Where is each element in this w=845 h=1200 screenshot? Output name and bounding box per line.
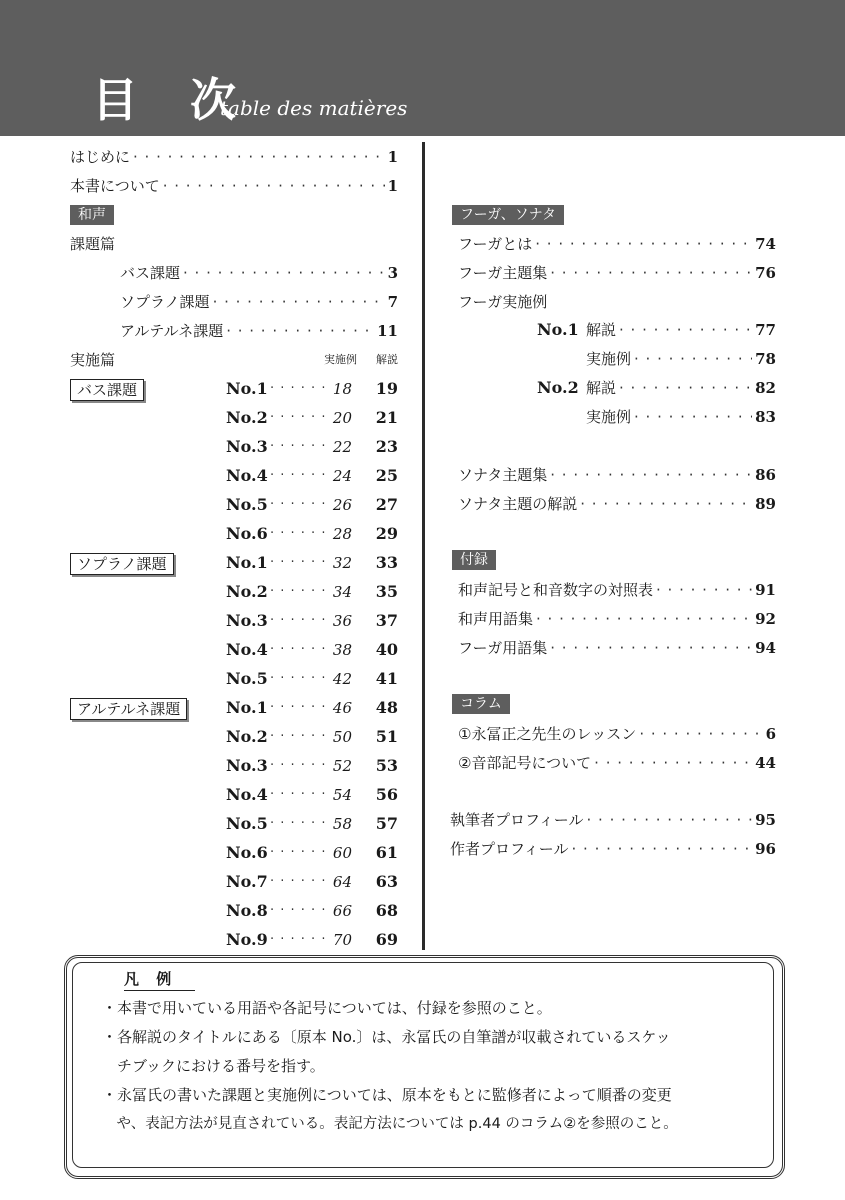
- toc-entry-label: 実施例: [586, 408, 632, 426]
- toc-entry-label: 解説: [586, 379, 617, 397]
- entry-number[interactable]: No.4: [226, 640, 268, 659]
- toc-entry-fugue1-commentary[interactable]: [586, 317, 776, 343]
- toc-entry-column-2[interactable]: [458, 750, 776, 776]
- example-page[interactable]: 54: [332, 786, 352, 804]
- toc-entry-label: フーガとは: [458, 235, 533, 253]
- leader-dots: · · · · · ·: [270, 497, 327, 512]
- column-divider: [422, 142, 425, 950]
- example-page[interactable]: 42: [332, 670, 352, 688]
- toc-entry-page: 94: [755, 639, 776, 657]
- leader-dots: · · · · · ·: [270, 787, 327, 802]
- entry-number[interactable]: No.2: [226, 408, 268, 427]
- toc-entry-page: 77: [755, 321, 776, 339]
- leader-dots: [550, 635, 752, 661]
- leader-dots: [213, 289, 385, 315]
- example-page[interactable]: 58: [332, 815, 352, 833]
- leader-dots: [580, 491, 752, 517]
- leader-dots: [536, 606, 752, 632]
- leader-dots: [133, 144, 385, 170]
- notes-line-5: や、表記方法が見直されている。表記方法については p.44 のコラム②を参照のこと。: [102, 1116, 678, 1132]
- toc-entry-page: 91: [755, 581, 776, 599]
- leader-dots: [594, 750, 752, 776]
- toc-entry-label: アルテルネ課題: [120, 322, 224, 340]
- commentary-page[interactable]: 27: [375, 495, 398, 514]
- toc-entry-page: 86: [755, 466, 776, 484]
- entry-number[interactable]: No.4: [226, 785, 268, 804]
- toc-entry-label: ソナタ主題集: [458, 466, 548, 484]
- entry-number[interactable]: No.7: [226, 872, 268, 891]
- fugue-no1-label: No.1: [537, 320, 579, 339]
- commentary-page[interactable]: 51: [375, 727, 398, 746]
- leader-dots: · · · · · ·: [270, 642, 327, 657]
- toc-entry-label: バス課題: [120, 264, 181, 282]
- toc-entry-label: 解説: [586, 321, 617, 339]
- entry-number[interactable]: No.6: [226, 524, 268, 543]
- leader-dots: [550, 260, 752, 286]
- toc-entry-page: 74: [755, 235, 776, 253]
- leader-dots: · · · · · ·: [270, 874, 327, 889]
- example-page[interactable]: 70: [332, 931, 352, 949]
- leader-dots: · · · · · ·: [270, 729, 327, 744]
- commentary-page[interactable]: 57: [375, 814, 398, 833]
- leader-dots: · · · · · ·: [270, 439, 327, 454]
- page-subtitle: table des matières: [220, 96, 408, 120]
- example-page[interactable]: 20: [332, 409, 352, 427]
- leader-dots: · · · · · ·: [270, 700, 327, 715]
- commentary-page[interactable]: 35: [375, 582, 398, 601]
- entry-number[interactable]: No.6: [226, 843, 268, 862]
- leader-dots: · · · · · ·: [270, 468, 327, 483]
- toc-entry-soprano-kadai[interactable]: [120, 289, 398, 315]
- toc-entry-page: 11: [377, 322, 398, 340]
- leader-dots: · · · · · ·: [270, 758, 327, 773]
- commentary-page[interactable]: 19: [375, 379, 398, 398]
- toc-entry-page: 3: [387, 264, 398, 282]
- toc-entry-label: ①永冨正之先生のレッスン: [458, 725, 637, 743]
- notes-line-3: チブックにおける番号を指す。: [102, 1057, 325, 1075]
- example-page[interactable]: 24: [332, 467, 352, 485]
- leader-dots: · · · · · ·: [270, 555, 327, 570]
- toc-entry-label: フーガ用語集: [458, 639, 548, 657]
- toc-entry-page: 82: [755, 379, 776, 397]
- commentary-page[interactable]: 41: [375, 669, 398, 688]
- toc-entry-sonata-commentary[interactable]: [458, 491, 776, 517]
- leader-dots: [572, 836, 753, 862]
- example-page[interactable]: 46: [332, 699, 352, 717]
- toc-entry-label: ②音部記号について: [458, 754, 592, 772]
- example-page[interactable]: 32: [332, 554, 352, 572]
- entry-number[interactable]: No.5: [226, 669, 268, 688]
- group-bass-label: バス課題: [70, 379, 144, 401]
- entry-number[interactable]: No.2: [226, 727, 268, 746]
- section-badge-appendix: 付録: [452, 550, 496, 570]
- toc-entry-fugue1-example[interactable]: [586, 346, 776, 372]
- toc-entry-composer-profile[interactable]: [450, 836, 776, 862]
- leader-dots: · · · · · ·: [270, 526, 327, 541]
- leader-dots: [183, 260, 385, 286]
- example-page[interactable]: 60: [332, 844, 352, 862]
- commentary-page[interactable]: 25: [375, 466, 398, 485]
- leader-dots: · · · · · ·: [270, 932, 327, 947]
- toc-entry-appendix-3[interactable]: [458, 635, 776, 661]
- toc-entry-fugue-themes[interactable]: [458, 260, 776, 286]
- entry-number[interactable]: No.5: [226, 814, 268, 833]
- example-page[interactable]: 22: [332, 438, 352, 456]
- toc-entry-page: 96: [755, 840, 776, 858]
- commentary-page[interactable]: 61: [375, 843, 398, 862]
- group-alterne-label: アルテルネ課題: [70, 698, 187, 720]
- commentary-page[interactable]: 40: [375, 640, 398, 659]
- toc-entry-label: ソナタ主題の解説: [458, 495, 578, 513]
- leader-dots: [587, 807, 753, 833]
- entry-number[interactable]: No.2: [226, 582, 268, 601]
- toc-entry-fugue-what[interactable]: [458, 231, 776, 257]
- leader-dots: · · · · · ·: [270, 816, 327, 831]
- leader-dots: [634, 404, 752, 430]
- entry-number[interactable]: No.5: [226, 495, 268, 514]
- toc-entry-page: 76: [755, 264, 776, 282]
- entry-number[interactable]: No.1: [226, 379, 268, 398]
- toc-entry-page: 92: [755, 610, 776, 628]
- commentary-page[interactable]: 48: [375, 698, 398, 717]
- toc-entry-intro[interactable]: [70, 144, 398, 170]
- toc-entry-author-profile[interactable]: [450, 807, 776, 833]
- toc-entry-page: 1: [387, 177, 398, 195]
- toc-entry-page: 7: [387, 293, 398, 311]
- entry-number[interactable]: No.3: [226, 437, 268, 456]
- toc-entry-alterne-kadai[interactable]: [120, 318, 398, 344]
- leader-dots: [634, 346, 752, 372]
- subsection-kadai: 課題篇: [70, 235, 116, 253]
- section-badge-fugue-sonata: フーガ、ソナタ: [452, 205, 564, 225]
- toc-entry-label: 本書について: [70, 177, 160, 195]
- entry-number[interactable]: No.9: [226, 930, 268, 949]
- toc-entry-page: 78: [755, 350, 776, 368]
- leader-dots: · · · · · ·: [270, 845, 327, 860]
- example-page[interactable]: 52: [332, 757, 352, 775]
- commentary-page[interactable]: 33: [375, 553, 398, 572]
- notes-title: 凡 例: [124, 968, 195, 991]
- example-page[interactable]: 26: [332, 496, 352, 514]
- example-page[interactable]: 66: [332, 902, 352, 920]
- toc-entry-appendix-1[interactable]: [458, 577, 776, 603]
- subsection-jisshi: 実施篇: [70, 351, 116, 369]
- leader-dots: [535, 231, 752, 257]
- notes-line-4: ・永冨氏の書いた課題と実施例については、原本をもとに監修者によって順番の変更: [102, 1086, 672, 1104]
- column-header-example: 実施例: [324, 353, 357, 366]
- commentary-page[interactable]: 21: [375, 408, 398, 427]
- entry-number[interactable]: No.1: [226, 553, 268, 572]
- toc-entry-bass-kadai[interactable]: [120, 260, 398, 286]
- commentary-page[interactable]: 23: [375, 437, 398, 456]
- commentary-page[interactable]: 37: [375, 611, 398, 630]
- leader-dots: [550, 462, 752, 488]
- leader-dots: [656, 577, 752, 603]
- example-page[interactable]: 28: [332, 525, 352, 543]
- toc-entry-label: はじめに: [70, 148, 131, 166]
- example-page[interactable]: 18: [332, 380, 352, 398]
- leader-dots: [619, 375, 752, 401]
- fugue-no2-label: No.2: [537, 378, 579, 397]
- example-page[interactable]: 64: [332, 873, 352, 891]
- toc-entry-appendix-2[interactable]: [458, 606, 776, 632]
- toc-entry-page: 1: [387, 148, 398, 166]
- toc-entry-about[interactable]: [70, 173, 398, 199]
- toc-entry-label: 和声記号と和音数字の対照表: [458, 581, 654, 599]
- toc-entry-column-1[interactable]: [458, 721, 776, 747]
- leader-dots: [619, 317, 752, 343]
- commentary-page[interactable]: 63: [375, 872, 398, 891]
- subsection-fugue-examples: フーガ実施例: [458, 293, 548, 311]
- notes-line-2: ・各解説のタイトルにある〔原本 No.〕は、永冨氏の自筆譜が収載されているスケッ: [102, 1028, 671, 1046]
- toc-entry-label: ソプラノ課題: [120, 293, 210, 311]
- commentary-page[interactable]: 29: [375, 524, 398, 543]
- example-page[interactable]: 36: [332, 612, 352, 630]
- toc-entry-label: 執筆者プロフィール: [450, 811, 584, 829]
- example-page[interactable]: 34: [332, 583, 352, 601]
- leader-dots: · · · · · ·: [270, 410, 327, 425]
- toc-entry-label: 和声用語集: [458, 610, 534, 628]
- commentary-page[interactable]: 68: [375, 901, 398, 920]
- toc-entry-sonata-themes[interactable]: [458, 462, 776, 488]
- commentary-page[interactable]: 69: [375, 930, 398, 949]
- notes-line-1: ・本書で用いている用語や各記号については、付録を参照のこと。: [102, 999, 552, 1017]
- toc-entry-page: 95: [755, 811, 776, 829]
- column-header-commentary: 解説: [376, 353, 398, 366]
- leader-dots: · · · · · ·: [270, 381, 327, 396]
- leader-dots: [163, 173, 385, 199]
- leader-dots: · · · · · ·: [270, 671, 327, 686]
- entry-number[interactable]: No.3: [226, 611, 268, 630]
- toc-entry-fugue2-commentary[interactable]: [586, 375, 776, 401]
- example-page[interactable]: 50: [332, 728, 352, 746]
- group-soprano-label: ソプラノ課題: [70, 553, 174, 575]
- leader-dots: [226, 318, 374, 344]
- leader-dots: · · · · · ·: [270, 903, 327, 918]
- entry-number[interactable]: No.4: [226, 466, 268, 485]
- toc-entry-page: 83: [755, 408, 776, 426]
- toc-entry-page: 6: [765, 725, 776, 743]
- toc-entry-page: 89: [755, 495, 776, 513]
- entry-number[interactable]: No.8: [226, 901, 268, 920]
- leader-dots: · · · · · ·: [270, 584, 327, 599]
- leader-dots: · · · · · ·: [270, 613, 327, 628]
- toc-entry-label: フーガ主題集: [458, 264, 548, 282]
- toc-entry-page: 44: [755, 754, 776, 772]
- example-page[interactable]: 38: [332, 641, 352, 659]
- section-badge-harmony: 和声: [70, 205, 114, 225]
- page-title: 目 次: [92, 73, 255, 127]
- entry-number[interactable]: No.1: [226, 698, 268, 717]
- leader-dots: [639, 721, 762, 747]
- entry-number[interactable]: No.3: [226, 756, 268, 775]
- toc-entry-label: 実施例: [586, 350, 632, 368]
- toc-entry-fugue2-example[interactable]: [586, 404, 776, 430]
- commentary-page[interactable]: 56: [375, 785, 398, 804]
- section-badge-column: コラム: [452, 694, 510, 714]
- toc-entry-label: 作者プロフィール: [450, 840, 569, 858]
- commentary-page[interactable]: 53: [375, 756, 398, 775]
